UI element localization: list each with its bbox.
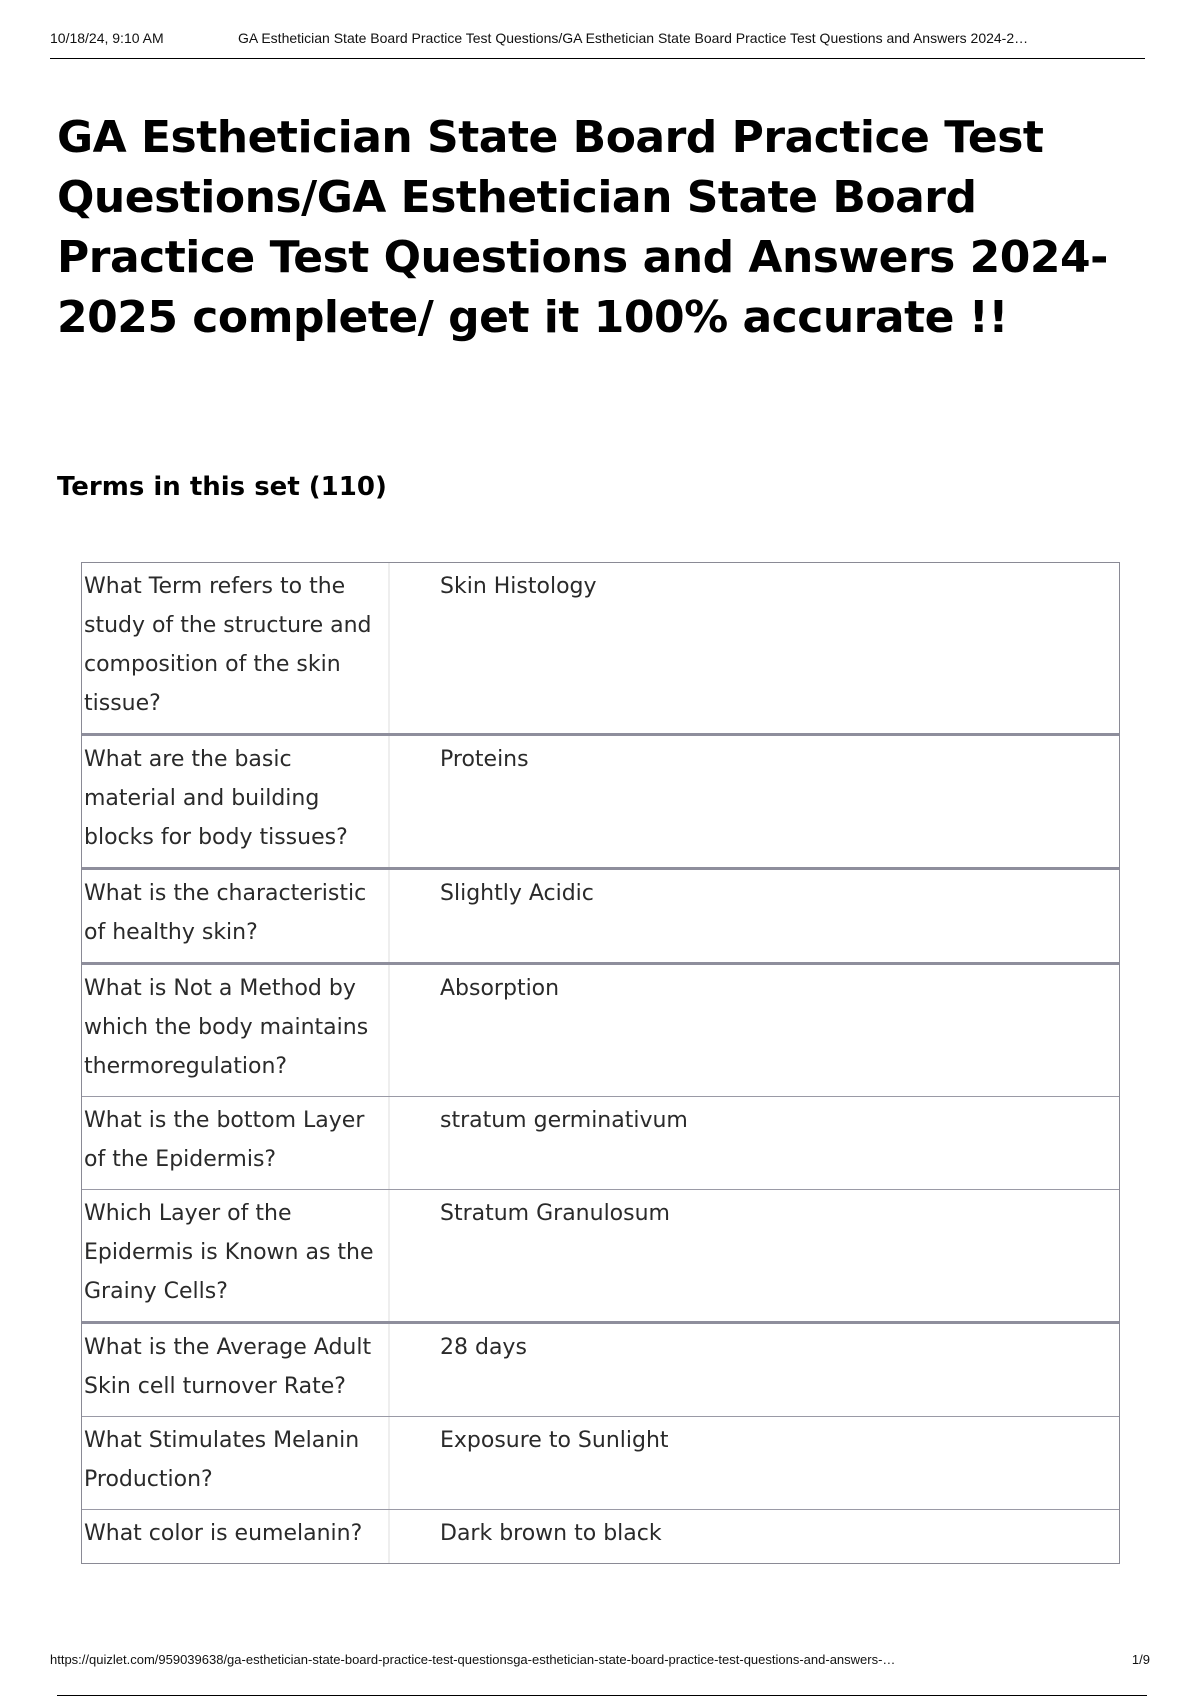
bottom-divider	[57, 1695, 1147, 1696]
term-row	[82, 962, 1119, 1096]
definition-text: Exposure to Sunlight	[440, 1428, 669, 1453]
term-row	[82, 1416, 1119, 1509]
print-url: https://quizlet.com/959039638/ga-esthetician-state-board-practice-test-questionsga-esthetician-state-board-practice-test-questions-and-answers-…	[50, 1652, 896, 1667]
term-text: What is the bottom Layer of the Epidermis?	[82, 1097, 390, 1189]
term-row	[82, 563, 1119, 733]
print-date: 10/18/24, 9:10 AM	[50, 30, 164, 46]
definition-text: Slightly Acidic	[440, 881, 594, 906]
term-row	[82, 1321, 1119, 1416]
definition-text: 28 days	[440, 1335, 527, 1360]
definition-text: Absorption	[440, 976, 560, 1001]
definition-text: Stratum Granulosum	[440, 1201, 670, 1226]
term-text: What is the characteristic of healthy skin?	[82, 870, 390, 962]
term-row	[82, 733, 1119, 867]
page-number: 1/9	[1131, 1652, 1150, 1667]
print-doc-title: GA Esthetician State Board Practice Test Questions/GA Esthetician State Board Practice Test Questions and Answers 2024-2…	[238, 30, 1029, 46]
term-row	[82, 1189, 1119, 1321]
print-header	[50, 30, 1145, 59]
term-text: What color is eumelanin?	[82, 1510, 390, 1563]
definition-text: Proteins	[440, 747, 529, 772]
term-text: What is Not a Method by which the body maintains thermoregulation?	[82, 965, 390, 1096]
term-text: Which Layer of the Epidermis is Known as the Grainy Cells?	[82, 1190, 390, 1321]
term-text: What Stimulates Melanin Production?	[82, 1417, 390, 1509]
definition-text: Dark brown to black	[440, 1521, 662, 1546]
term-text: What Term refers to the study of the structure and composition of the skin tissue?	[82, 563, 390, 733]
definition-text: stratum germinativum	[440, 1108, 688, 1133]
terms-heading: Terms in this set (110)	[57, 472, 387, 502]
terms-table	[81, 562, 1120, 1564]
term-text: What is the Average Adult Skin cell turnover Rate?	[82, 1324, 390, 1416]
term-row	[82, 1096, 1119, 1189]
term-text: What are the basic material and building blocks for body tissues?	[82, 736, 390, 867]
definition-text: Skin Histology	[440, 574, 597, 599]
term-row	[82, 867, 1119, 962]
page-title: GA Esthetician State Board Practice Test Questions/GA Esthetician State Board Practice Test Questions and Answers 2024-2025 complete/ get it 100% accurate !!	[57, 112, 1108, 343]
term-row	[82, 1509, 1119, 1563]
